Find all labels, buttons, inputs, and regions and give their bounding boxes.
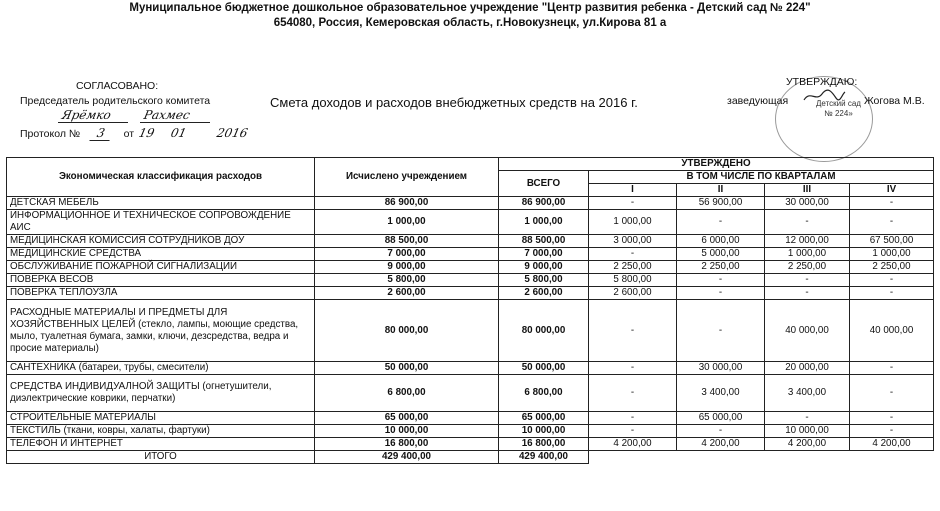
- quarter-3-amount: -: [765, 412, 850, 425]
- expense-name: ПОВЕРКА ТЕПЛОУЗЛА: [7, 287, 315, 300]
- computed-amount: 6 800,00: [315, 375, 499, 412]
- quarter-4-amount: 1 000,00: [850, 248, 934, 261]
- quarter-2-amount: 3 400,00: [677, 375, 765, 412]
- document-title: Смета доходов и расходов внебюджетных средств на 2016 г.: [270, 95, 638, 110]
- quarter-2-amount: 30 000,00: [677, 362, 765, 375]
- quarter-4-amount: 2 250,00: [850, 261, 934, 274]
- quarter-3-amount: -: [765, 287, 850, 300]
- budget-table: [6, 157, 934, 464]
- approved-total: 10 000,00: [499, 425, 589, 438]
- head-name: Жогова М.В.: [863, 95, 925, 107]
- quarter-4-amount: -: [850, 197, 934, 210]
- quarter-1-amount: 2 600,00: [589, 287, 677, 300]
- agreed-label: СОГЛАСОВАНО:: [76, 80, 159, 92]
- organization-name: Муниципальное бюджетное дошкольное образовательное учреждение "Центр развития ребенка - Детский сад № 224": [129, 2, 811, 14]
- quarter-2-amount: -: [677, 210, 765, 235]
- quarter-1-amount: 5 800,00: [589, 274, 677, 287]
- computed-amount: 50 000,00: [315, 362, 499, 375]
- approved-total: 7 000,00: [499, 248, 589, 261]
- protocol-label: Протокол №: [20, 128, 81, 140]
- table-row: [7, 274, 934, 287]
- chair-name: Рахмес: [142, 108, 192, 122]
- quarter-3-amount: 4 200,00: [765, 438, 850, 451]
- approved-total: 6 800,00: [499, 375, 589, 412]
- quarter-1-amount: -: [589, 197, 677, 210]
- approved-total: 65 000,00: [499, 412, 589, 425]
- computed-amount: 65 000,00: [315, 412, 499, 425]
- approved-total: 1 000,00: [499, 210, 589, 235]
- quarter-1-amount: 4 200,00: [589, 438, 677, 451]
- quarter-1-amount: 3 000,00: [589, 235, 677, 248]
- table-row: [7, 248, 934, 261]
- quarter-3-amount: -: [765, 274, 850, 287]
- quarter-3-amount: 1 000,00: [765, 248, 850, 261]
- table-row: [7, 375, 934, 412]
- total-empty-cell: [765, 451, 850, 464]
- quarter-2-amount: 56 900,00: [677, 197, 765, 210]
- stamp-line-1: Детский сад: [816, 99, 861, 108]
- protocol-day: 19: [137, 126, 156, 140]
- table-row: [7, 425, 934, 438]
- quarter-1-amount: -: [589, 300, 677, 362]
- protocol-line: [20, 126, 248, 141]
- computed-amount: 88 500,00: [315, 235, 499, 248]
- approve-label: УТВЕРЖДАЮ:: [786, 76, 858, 88]
- total-approved: 429 400,00: [499, 451, 589, 464]
- quarter-2-amount: -: [677, 274, 765, 287]
- approved-total: 16 800,00: [499, 438, 589, 451]
- header-classification: Экономическая классификация расходов: [7, 158, 315, 197]
- quarter-3-amount: 40 000,00: [765, 300, 850, 362]
- quarter-2-amount: -: [677, 300, 765, 362]
- protocol-month: 01: [169, 126, 188, 140]
- head-position: заведующая: [727, 95, 789, 107]
- quarter-2-amount: -: [677, 425, 765, 438]
- chair-signature: Ярёмко: [60, 108, 113, 122]
- expense-name: САНТЕХНИКА (батареи, трубы, смесители): [7, 362, 315, 375]
- name-line: [140, 122, 210, 123]
- header-approved: УТВЕРЖДЕНО: [499, 158, 934, 171]
- quarter-1-amount: -: [589, 375, 677, 412]
- approved-total: 88 500,00: [499, 235, 589, 248]
- approved-total: 50 000,00: [499, 362, 589, 375]
- stamp-line-2: № 224»: [824, 109, 853, 118]
- computed-amount: 9 000,00: [315, 261, 499, 274]
- quarter-2-amount: 65 000,00: [677, 412, 765, 425]
- header-q1: I: [589, 184, 677, 197]
- header-computed: Исчислено учреждением: [315, 158, 499, 197]
- table-row: [7, 412, 934, 425]
- quarter-4-amount: -: [850, 412, 934, 425]
- total-empty-cell: [850, 451, 934, 464]
- expense-name: ОБСЛУЖИВАНИЕ ПОЖАРНОЙ СИГНАЛИЗАЦИИ: [7, 261, 315, 274]
- expense-name: РАСХОДНЫЕ МАТЕРИАЛЫ И ПРЕДМЕТЫ ДЛЯ ХОЗЯЙСТВЕННЫХ ЦЕЛЕЙ (стекло, лампы, моющие средства, мыло, туалетная бумага, замки, ключи, дезсредства, ведра и просие материалы): [7, 300, 315, 362]
- approved-total: 2 600,00: [499, 287, 589, 300]
- protocol-number: 3: [89, 126, 112, 141]
- organization-address: 654080, Россия, Кемеровская область, г.Новокузнецк, ул.Кирова 81 а: [273, 17, 667, 29]
- protocol-from-label: от: [123, 128, 135, 140]
- header-q4: IV: [850, 184, 934, 197]
- header-q3: III: [765, 184, 850, 197]
- quarter-1-amount: -: [589, 362, 677, 375]
- quarter-4-amount: 67 500,00: [850, 235, 934, 248]
- quarter-4-amount: 40 000,00: [850, 300, 934, 362]
- quarter-3-amount: 10 000,00: [765, 425, 850, 438]
- expense-name: ТЕКСТИЛЬ (ткани, ковры, халаты, фартуки): [7, 425, 315, 438]
- signature-line: [58, 122, 128, 123]
- quarter-4-amount: -: [850, 425, 934, 438]
- quarter-3-amount: 2 250,00: [765, 261, 850, 274]
- table-row: [7, 210, 934, 235]
- computed-amount: 1 000,00: [315, 210, 499, 235]
- table-row: [7, 197, 934, 210]
- quarter-2-amount: 2 250,00: [677, 261, 765, 274]
- expense-name: ПОВЕРКА ВЕСОВ: [7, 274, 315, 287]
- total-empty-cell: [589, 451, 677, 464]
- quarter-4-amount: -: [850, 274, 934, 287]
- computed-amount: 80 000,00: [315, 300, 499, 362]
- approved-total: 86 900,00: [499, 197, 589, 210]
- quarter-1-amount: -: [589, 248, 677, 261]
- computed-amount: 16 800,00: [315, 438, 499, 451]
- quarter-3-amount: 30 000,00: [765, 197, 850, 210]
- computed-amount: 10 000,00: [315, 425, 499, 438]
- committee-chair-title: Председатель родительского комитета: [20, 95, 211, 107]
- quarter-2-amount: -: [677, 287, 765, 300]
- quarter-2-amount: 4 200,00: [677, 438, 765, 451]
- table-row: [7, 362, 934, 375]
- quarter-1-amount: -: [589, 412, 677, 425]
- expense-name: ТЕЛЕФОН И ИНТЕРНЕТ: [7, 438, 315, 451]
- computed-amount: 2 600,00: [315, 287, 499, 300]
- head-signature-mark: [802, 88, 846, 104]
- total-computed: 429 400,00: [315, 451, 499, 464]
- table-row: [7, 438, 934, 451]
- quarter-3-amount: 3 400,00: [765, 375, 850, 412]
- quarter-2-amount: 5 000,00: [677, 248, 765, 261]
- header-q2: II: [677, 184, 765, 197]
- quarter-3-amount: 20 000,00: [765, 362, 850, 375]
- quarter-4-amount: -: [850, 287, 934, 300]
- approved-total: 9 000,00: [499, 261, 589, 274]
- header-total: ВСЕГО: [499, 171, 589, 197]
- protocol-year: 2016: [215, 126, 250, 140]
- quarter-1-amount: 1 000,00: [589, 210, 677, 235]
- table-row: [7, 261, 934, 274]
- approved-total: 5 800,00: [499, 274, 589, 287]
- quarter-4-amount: -: [850, 362, 934, 375]
- total-empty-cell: [677, 451, 765, 464]
- expense-name: СТРОИТЕЛЬНЫЕ МАТЕРИАЛЫ: [7, 412, 315, 425]
- total-label: ИТОГО: [7, 451, 315, 464]
- computed-amount: 86 900,00: [315, 197, 499, 210]
- quarter-2-amount: 6 000,00: [677, 235, 765, 248]
- header-quarters: В ТОМ ЧИСЛЕ ПО КВАРТАЛАМ: [589, 171, 934, 184]
- quarter-4-amount: -: [850, 210, 934, 235]
- quarter-3-amount: 12 000,00: [765, 235, 850, 248]
- quarter-4-amount: -: [850, 375, 934, 412]
- quarter-1-amount: 2 250,00: [589, 261, 677, 274]
- expense-name: СРЕДСТВА ИНДИВИДУАЛНОЙ ЗАЩИТЫ (огнетушители, диэлектрические коврики, перчатки): [7, 375, 315, 412]
- computed-amount: 5 800,00: [315, 274, 499, 287]
- expense-name: ИНФОРМАЦИОННОЕ И ТЕХНИЧЕСКОЕ СОПРОВОЖДЕНИЕ АИС: [7, 210, 315, 235]
- computed-amount: 7 000,00: [315, 248, 499, 261]
- expense-name: ДЕТСКАЯ МЕБЕЛЬ: [7, 197, 315, 210]
- expense-name: МЕДИЦИНСКИЕ СРЕДСТВА: [7, 248, 315, 261]
- table-row: [7, 235, 934, 248]
- quarter-1-amount: -: [589, 425, 677, 438]
- quarter-4-amount: 4 200,00: [850, 438, 934, 451]
- quarter-3-amount: -: [765, 210, 850, 235]
- table-row: [7, 287, 934, 300]
- approved-total: 80 000,00: [499, 300, 589, 362]
- table-row: [7, 300, 934, 362]
- expense-name: МЕДИЦИНСКАЯ КОМИССИЯ СОТРУДНИКОВ ДОУ: [7, 235, 315, 248]
